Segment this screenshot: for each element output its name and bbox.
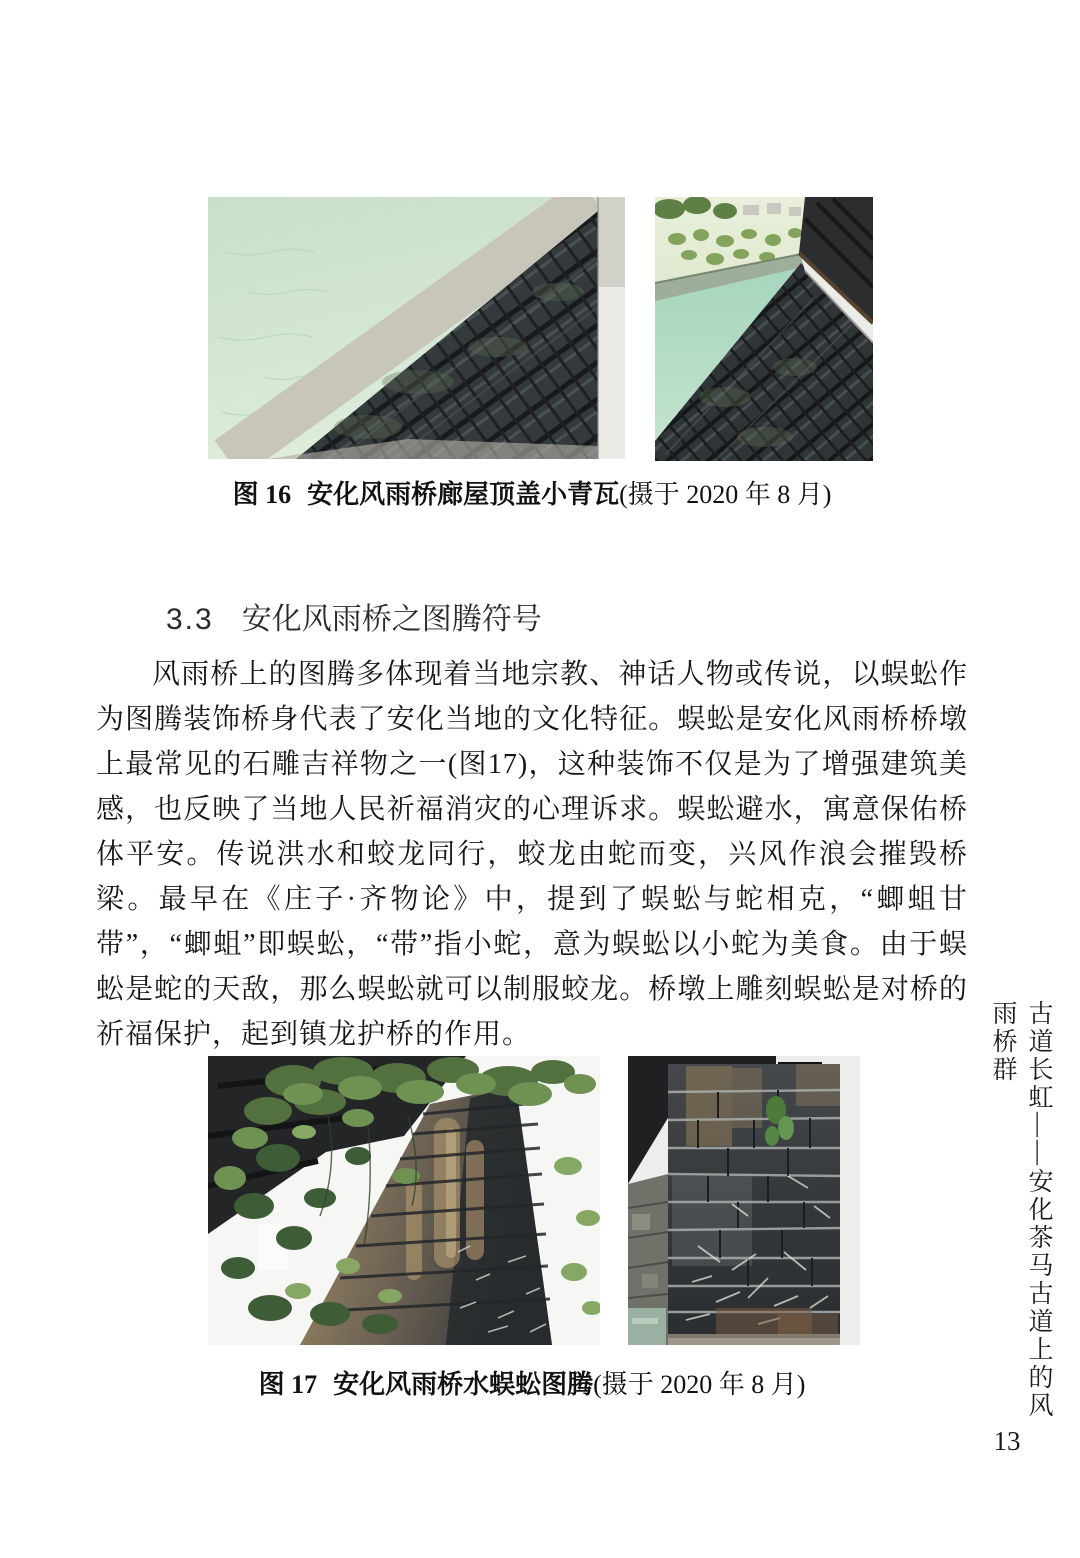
figure17-caption — [96, 1364, 968, 1401]
section-number: 3.3 — [166, 603, 214, 636]
section-heading — [166, 594, 542, 638]
figure16-caption — [96, 474, 968, 511]
stone-pier-frontal-photo — [628, 1056, 860, 1345]
page-number: 13 — [993, 1426, 1021, 1456]
figure17-photo-left — [208, 1056, 600, 1345]
figure16-label: 图 16 — [232, 480, 292, 509]
stone-pier-foliage-photo — [208, 1056, 600, 1345]
figure17-photo-right — [628, 1056, 860, 1345]
figure16-photo-left — [208, 197, 625, 459]
figure17-label: 图 17 — [258, 1370, 318, 1399]
section-title: 安化风雨桥之图腾符号 — [241, 603, 542, 636]
figure16-photo-right — [655, 197, 873, 461]
roof-ridge-corridor-photo — [655, 197, 873, 461]
figure16-title: 安化风雨桥廊屋顶盖小青瓦 — [307, 479, 620, 509]
figure17-title: 安化风雨桥水蜈蚣图腾 — [333, 1369, 594, 1399]
roof-tiles-over-water-photo — [208, 197, 625, 459]
book-title-sidebar: 古道长虹——安化茶马古道上的风雨桥群 — [989, 1000, 1052, 1420]
figure17-suffix: (摄于 2020 年 8 月) — [593, 1370, 806, 1399]
figure16-suffix: (摄于 2020 年 8 月) — [619, 480, 832, 509]
body-paragraph: 风雨桥上的图腾多体现着当地宗教、神话人物或传说，以蜈蚣作为图腾装饰桥身代表了安化当地的文化特征。蜈蚣是安化风雨桥桥墩上最常见的石雕吉祥物之一(图17)，这种装饰不仅是为了增强建筑美感，也反映了当地人民祈福消灾的心理诉求。蜈蚣避水，寓意保佑桥体平安。传说洪水和蛟龙同行，蛟龙由蛇而变，兴风作浪会摧毁桥梁。最早在《庄子·齐物论》中，提到了蜈蚣与蛇相克，“蝍蛆甘带”，“蝍蛆”即蜈蚣，“带”指小蛇，意为蜈蚣以小蛇为美食。由于蜈蚣是蛇的天敌，那么蜈蚣就可以制服蛟龙。桥墩上雕刻蜈蚣是对桥的祈福保护，起到镇龙护桥的作用。 — [96, 659, 968, 1050]
